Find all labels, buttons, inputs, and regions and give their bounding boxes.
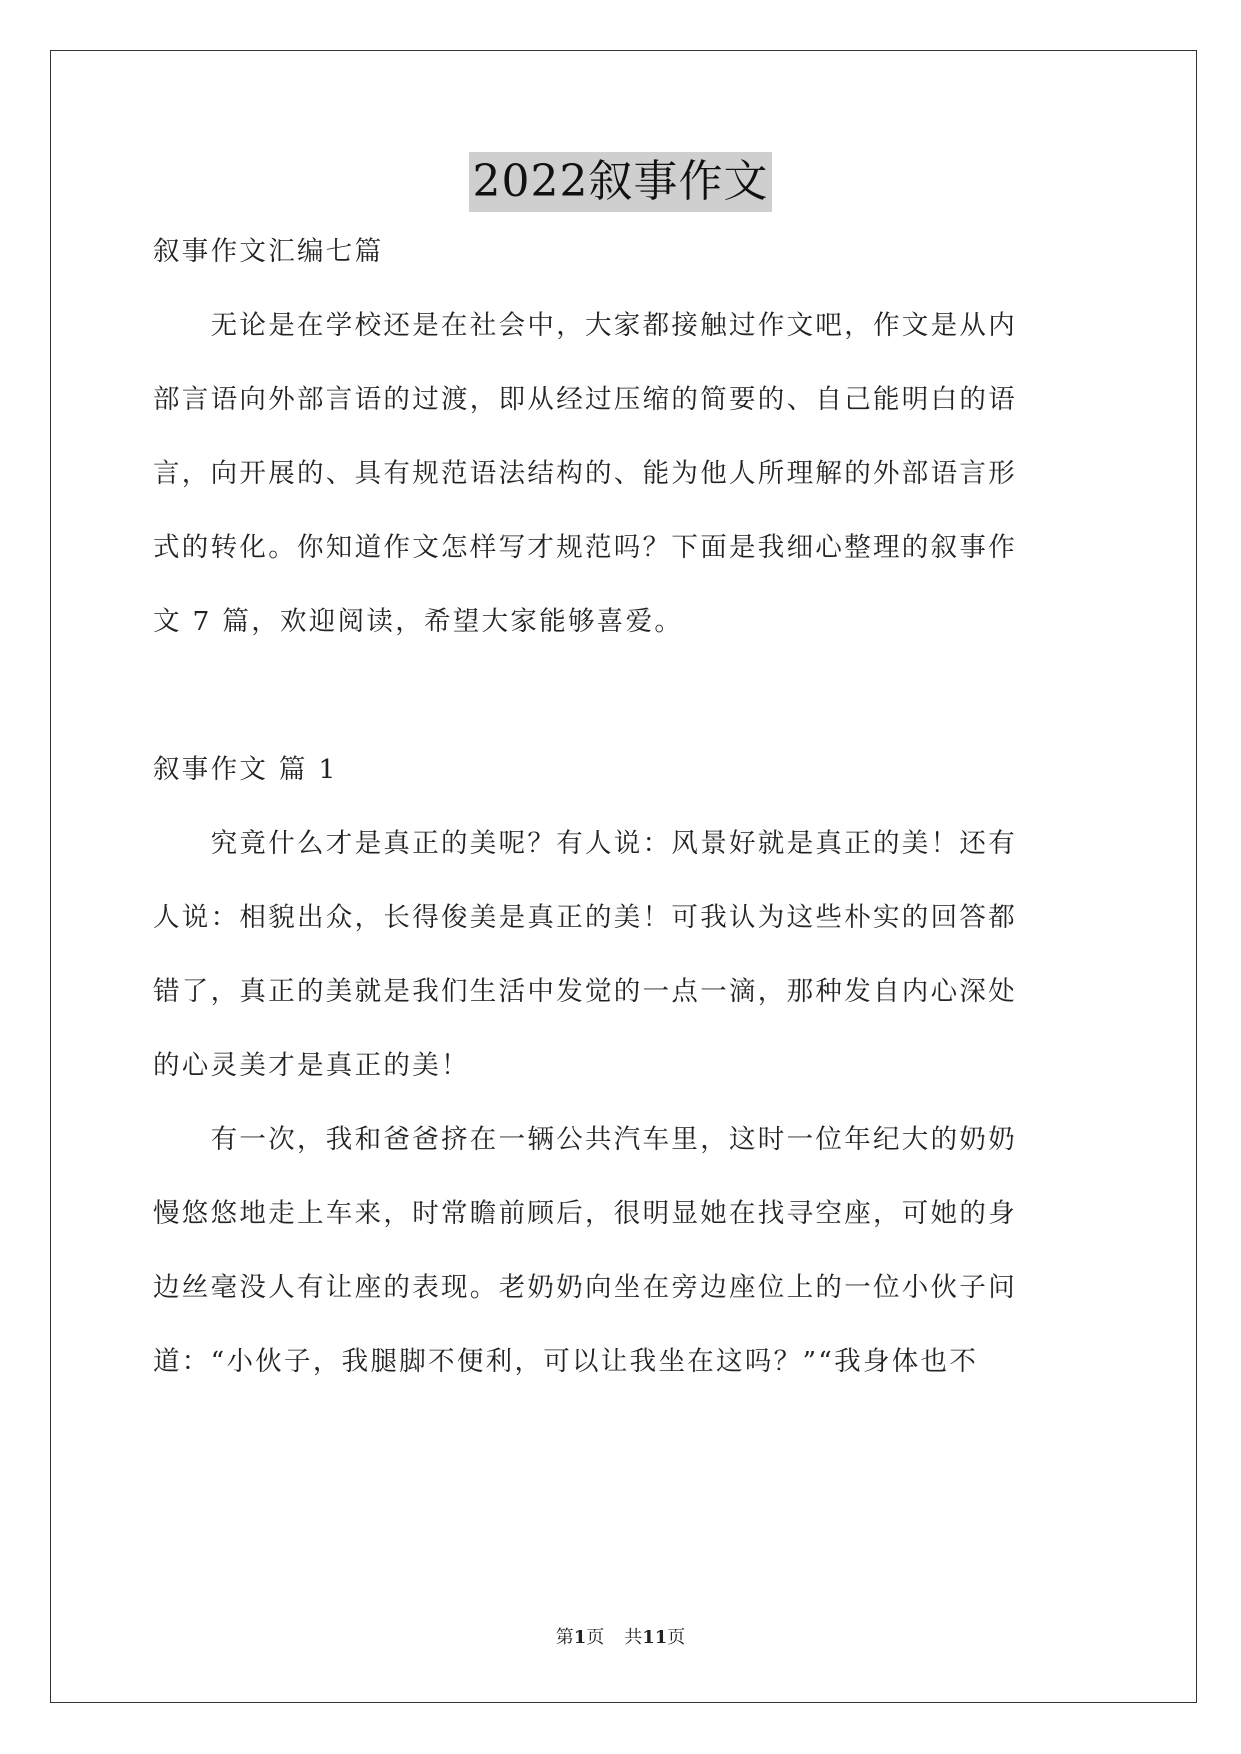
document-body: [153, 230, 1088, 1384]
intro-paragraph: [153, 304, 1088, 644]
paragraph-line: 边丝毫没人有让座的表现。老奶奶向坐在旁边座位上的一位小伙子问: [153, 1272, 1017, 1303]
page-suffix: 页: [586, 1627, 605, 1648]
intro-line: 无论是在学校还是在社会中，大家都接触过作文吧，作文是从内: [153, 310, 1017, 341]
paragraph-line: 道：“小伙子，我腿脚不便利，可以让我坐在这吗？”“我身体也不: [153, 1346, 979, 1377]
page-prefix: 第: [555, 1627, 574, 1648]
total-suffix: 页: [667, 1627, 686, 1648]
intro-line: 部言语向外部言语的过渡，即从经过压缩的简要的、自己能明白的语: [153, 384, 1017, 415]
paragraph-line: 的心灵美才是真正的美！: [153, 1050, 470, 1081]
intro-line: 言，向开展的、具有规范语法结构的、能为他人所理解的外部语言形: [153, 458, 1017, 489]
total-prefix: 共: [624, 1627, 643, 1648]
paragraph-line: 人说：相貌出众，长得俊美是真正的美！可我认为这些朴实的回答都: [153, 902, 1017, 933]
paragraph-line: 错了，真正的美就是我们生活中发觉的一点一滴，那种发自内心深处: [153, 976, 1017, 1007]
paragraph-line: 究竟什么才是真正的美呢？有人说：风景好就是真正的美！还有: [153, 828, 1017, 859]
intro-line: 式的转化。你知道作文怎样写才规范吗？下面是我细心整理的叙事作: [153, 532, 1017, 563]
section-heading: 叙事作文 篇 1: [153, 754, 338, 785]
document-title: 2022叙事作文: [469, 152, 773, 212]
intro-line: 文 7 篇，欢迎阅读，希望大家能够喜爱。: [153, 606, 684, 637]
paragraph-1: [153, 822, 1088, 1088]
paragraph-line: 有一次，我和爸爸挤在一辆公共汽车里，这时一位年纪大的奶奶: [153, 1124, 1017, 1155]
paragraph-2: [153, 1118, 1088, 1384]
page-footer: [0, 1626, 1241, 1650]
page-total: 11: [642, 1627, 668, 1648]
page-current: 1: [573, 1627, 587, 1648]
document-subtitle: 叙事作文汇编七篇: [153, 236, 384, 267]
title-container: [0, 152, 1241, 212]
paragraph-line: 慢悠悠地走上车来，时常瞻前顾后，很明显她在找寻空座，可她的身: [153, 1198, 1017, 1229]
